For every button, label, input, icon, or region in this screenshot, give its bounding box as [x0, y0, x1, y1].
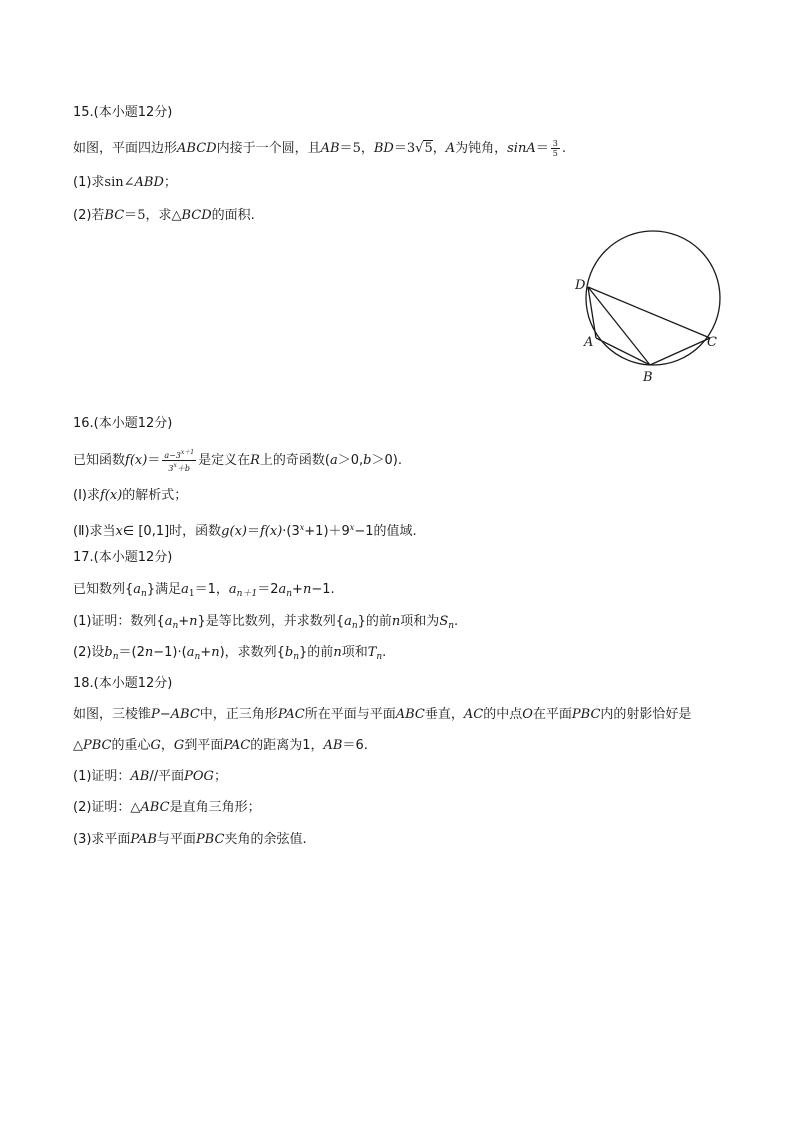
text: ＝6. — [342, 738, 368, 753]
math: PAC — [223, 738, 251, 753]
text: ＞0). — [371, 453, 402, 468]
problem-16-header: 16.(本小题12分) — [73, 416, 173, 431]
text: ＝ — [339, 141, 353, 156]
math: PBC — [83, 738, 112, 753]
text: 如图，三棱锥 — [73, 707, 152, 722]
problem-15-q1 — [73, 174, 177, 192]
text: ； — [213, 769, 227, 784]
label-C: C — [707, 335, 717, 350]
math: A — [445, 141, 456, 156]
text: }的前 — [299, 645, 334, 660]
text: ； — [163, 175, 177, 190]
text: + — [178, 614, 190, 629]
math: BCD — [181, 208, 212, 223]
text: (2)证明：△ — [73, 800, 141, 815]
text: 的中点 — [483, 707, 523, 722]
text: −1)·( — [153, 645, 187, 660]
text: ＝(2 — [118, 645, 145, 660]
text: }是等比数列，并求数列{ — [197, 614, 345, 629]
fraction-numerator — [162, 448, 196, 461]
fraction-denominator — [166, 461, 192, 473]
subscript: n＋1 — [236, 589, 258, 599]
text: ＝ — [147, 453, 161, 468]
number: 5 — [352, 141, 361, 156]
problem-18-stem-line1 — [73, 706, 691, 724]
subscript: n — [172, 621, 179, 631]
math: ABCD — [177, 141, 217, 156]
math: AB — [323, 738, 343, 753]
text: (3)求平面 — [73, 832, 131, 847]
subscript: n — [141, 589, 147, 599]
segment-AB — [596, 338, 650, 365]
fraction-numerator: 3 — [552, 139, 558, 148]
math: b — [363, 453, 372, 468]
math: f(x) — [99, 488, 123, 503]
math: a — [344, 614, 352, 629]
math: PBC — [571, 707, 601, 722]
text: )，求数列{ — [219, 645, 285, 660]
math: a — [228, 582, 237, 597]
exponent: x — [349, 523, 355, 532]
subscript: n — [286, 589, 293, 599]
math: PAB — [130, 832, 157, 847]
text: 的重心 — [111, 738, 151, 753]
problem-16-q1 — [73, 487, 187, 505]
text: 的解析式； — [122, 488, 188, 503]
text: }满足 — [146, 582, 182, 597]
math: n — [302, 582, 312, 597]
text: 内接于一个圆，且 — [216, 141, 321, 156]
math: ABD — [134, 175, 164, 190]
segment-BD — [588, 287, 650, 365]
problem-17-header: 17.(本小题12分) — [73, 550, 173, 565]
math: n — [189, 614, 198, 629]
problem-16-q2 — [73, 519, 417, 541]
cyclic-quadrilateral-figure — [560, 225, 740, 390]
problem-17-q1 — [73, 613, 458, 635]
denominator-tail: ＋b — [176, 464, 191, 473]
number: 5 — [137, 208, 146, 223]
math: b — [104, 645, 113, 660]
text: 夹角的余弦值. — [224, 832, 307, 847]
text: 已知函数 — [73, 453, 126, 468]
math: BD — [373, 141, 394, 156]
text: 内的射影恰好是 — [600, 707, 692, 722]
text: 所在平面与平面 — [304, 707, 396, 722]
math: n — [144, 645, 154, 660]
text: ＝ — [535, 141, 549, 156]
text: //平面 — [149, 769, 185, 784]
math: b — [284, 645, 294, 660]
subscript: n — [112, 652, 119, 662]
text: . — [561, 141, 566, 156]
math: a — [133, 582, 142, 597]
text: ， — [160, 738, 174, 753]
text: ∈ [0,1]时，函数 — [122, 524, 222, 539]
text: +1)＋9 — [304, 524, 350, 539]
math: n — [211, 645, 220, 660]
math: AB — [320, 141, 340, 156]
circumcircle — [586, 231, 720, 365]
text: 为钝角， — [455, 141, 508, 156]
math: AC — [463, 707, 484, 722]
text: 垂直， — [424, 707, 464, 722]
denominator-exponent: x — [173, 462, 177, 469]
subscript: n — [448, 621, 455, 631]
subscript: 1 — [188, 589, 195, 599]
problem-17-q2 — [73, 644, 386, 666]
problem-15-stem — [73, 139, 566, 158]
math: sinA — [507, 141, 536, 156]
text: −1. — [311, 582, 335, 597]
math: g(x) — [221, 524, 247, 539]
text: 上的奇函数( — [259, 453, 330, 468]
text: ， — [432, 141, 446, 156]
text: ·(3 — [282, 524, 300, 539]
math: T — [367, 645, 377, 660]
math: n — [333, 645, 342, 660]
text: 如图，平面四边形 — [73, 141, 178, 156]
text: + — [292, 582, 303, 597]
subscript: n — [351, 621, 358, 631]
subscript: n — [376, 652, 383, 662]
text: (1)证明：数列{ — [73, 614, 165, 629]
problem-18-q1 — [73, 768, 227, 786]
math: ABC — [395, 707, 425, 722]
number: 3 — [406, 141, 416, 156]
math: sin∠ — [104, 175, 135, 190]
text: ＞0, — [337, 453, 364, 468]
text: + — [200, 645, 212, 660]
text: ＝ — [246, 524, 260, 539]
text: 在平面 — [532, 707, 572, 722]
math: PBC — [195, 832, 225, 847]
text: △ — [73, 738, 83, 753]
text: 到平面 — [184, 738, 224, 753]
math: a — [186, 645, 195, 660]
math: P−ABC — [151, 707, 200, 722]
denominator-base: 3 — [168, 464, 174, 473]
fraction — [162, 448, 196, 473]
math: a — [278, 582, 287, 597]
subscript: n — [194, 652, 201, 662]
text: . — [382, 645, 387, 660]
problem-18-header: 18.(本小题12分) — [73, 676, 173, 691]
text: 是定义在 — [198, 453, 251, 468]
text: . — [454, 614, 459, 629]
problem-18-q3 — [73, 831, 307, 849]
math: PAC — [277, 707, 305, 722]
text: 项和为 — [400, 614, 440, 629]
math: n — [391, 614, 401, 629]
math: G — [173, 738, 185, 753]
text: 的距离为1， — [250, 738, 324, 753]
math: BC — [104, 208, 125, 223]
text: 中，正三角形 — [199, 707, 278, 722]
numerator-base: a−3 — [164, 451, 181, 460]
text: ＝2 — [257, 582, 279, 597]
math: a — [164, 614, 173, 629]
text: (1)求 — [73, 175, 105, 190]
exponent: x — [299, 523, 305, 532]
math: POG — [184, 769, 214, 784]
math: G — [150, 738, 161, 753]
text: ＝ — [124, 208, 138, 223]
text: (1)证明： — [73, 769, 131, 784]
math: R — [250, 453, 260, 468]
segment-CD — [588, 287, 710, 338]
label-A: A — [584, 335, 594, 350]
label-D: D — [575, 278, 586, 293]
problem-15-header: 15.(本小题12分) — [73, 105, 173, 120]
text: (Ⅰ)求 — [73, 488, 100, 503]
sqrt-radicand: 5 — [424, 141, 433, 156]
math: f(x) — [259, 524, 283, 539]
text: ＝ — [393, 141, 407, 156]
math: a — [181, 582, 189, 597]
math: a — [329, 453, 338, 468]
problem-17-stem — [73, 581, 335, 603]
math: ABC — [140, 800, 170, 815]
fraction-denominator: 5 — [552, 149, 558, 158]
text: }的前 — [357, 614, 392, 629]
fraction — [551, 139, 560, 158]
math: O — [522, 707, 533, 722]
text: 项和 — [341, 645, 368, 660]
label-B: B — [643, 370, 653, 385]
math: x — [115, 524, 123, 539]
subscript: n — [293, 652, 300, 662]
text: 已知数列{ — [73, 582, 134, 597]
text: ＝1， — [194, 582, 229, 597]
text: (Ⅱ)求当 — [73, 524, 116, 539]
problem-18-stem-line2 — [73, 737, 368, 755]
text: 是直角三角形； — [169, 800, 261, 815]
math: AB — [130, 769, 150, 784]
math: f(x) — [125, 453, 148, 468]
sqrt-sign: √ — [415, 141, 424, 156]
text: (2)若 — [73, 208, 105, 223]
text: 的面积. — [211, 208, 255, 223]
math: S — [439, 614, 449, 629]
text: (2)设 — [73, 645, 105, 660]
text: 与平面 — [156, 832, 196, 847]
text: ， — [360, 141, 374, 156]
problem-18-q2 — [73, 799, 261, 817]
problem-15-q2 — [73, 207, 255, 225]
numerator-exponent: x＋1 — [180, 449, 195, 456]
problem-16-stem — [73, 448, 402, 474]
segment-BC — [650, 338, 710, 365]
text: ，求△ — [145, 208, 182, 223]
text: −1的值域. — [354, 524, 417, 539]
